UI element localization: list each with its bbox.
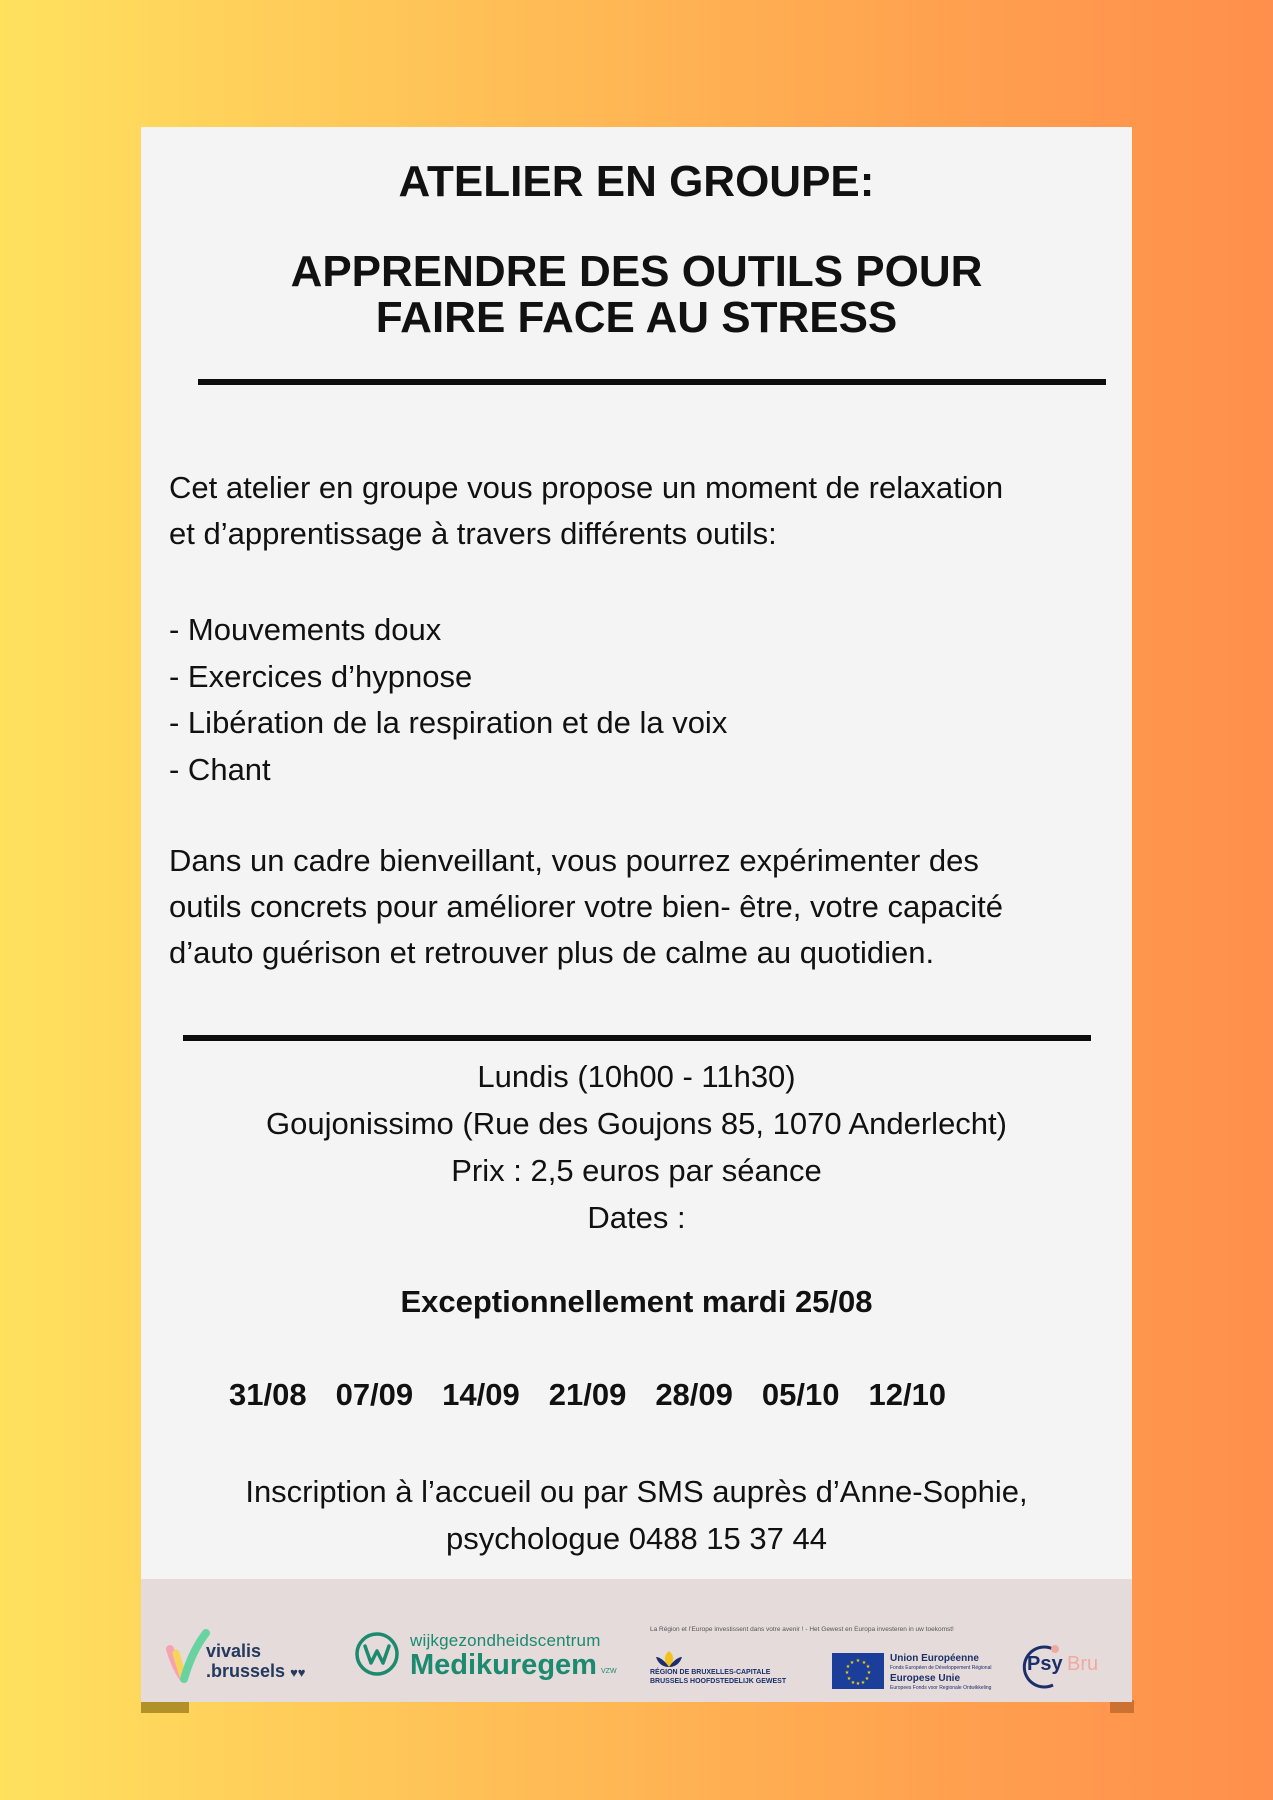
date-item: 05/10 bbox=[761, 1377, 840, 1412]
eu-nl-fund: Europees Fonds voor Regionale Ontwikkeling bbox=[890, 1685, 992, 1691]
description-paragraph bbox=[169, 838, 1119, 976]
list-item: - Mouvements doux bbox=[169, 612, 442, 647]
poster-subtitle bbox=[141, 249, 1132, 341]
svg-text:★: ★ bbox=[866, 1670, 872, 1676]
svg-text:★: ★ bbox=[844, 1670, 850, 1676]
registration-line-2: psychologue 0488 15 37 44 bbox=[446, 1521, 827, 1556]
date-item: 07/09 bbox=[335, 1377, 414, 1412]
psybru-psy: Psy bbox=[1027, 1653, 1063, 1675]
psybru-bru: Bru bbox=[1067, 1653, 1099, 1675]
sponsor-footer bbox=[141, 1579, 1132, 1702]
eu-logo bbox=[832, 1653, 1002, 1693]
intro-line-2: et d’apprentissage à travers différents outils: bbox=[169, 516, 777, 551]
date-item: 28/09 bbox=[655, 1377, 733, 1412]
subtitle-line-1: APPRENDRE DES OUTILS POUR bbox=[290, 247, 983, 296]
brussels-region-logo bbox=[650, 1649, 810, 1689]
intro-line-1: Cet atelier en groupe vous propose un moment de relaxation bbox=[169, 470, 1004, 505]
practical-info bbox=[141, 1053, 1132, 1241]
schedule-text: Lundis (10h00 - 11h30) bbox=[477, 1059, 796, 1094]
divider-top bbox=[198, 379, 1106, 385]
list-item: - Libération de la respiration et de la voix bbox=[169, 705, 728, 740]
region-nl: BRUSSELS HOOFDSTEDELIJK GEWEST bbox=[650, 1678, 787, 1685]
hearts-icon: ♥♥ bbox=[290, 1665, 306, 1680]
svg-text:★: ★ bbox=[855, 1658, 861, 1664]
date-item: 31/08 bbox=[229, 1377, 307, 1412]
region-fr: RÉGION DE BRUXELLES-CAPITALE bbox=[650, 1669, 771, 1676]
dates-label: Dates : bbox=[587, 1200, 686, 1235]
svg-text:★: ★ bbox=[864, 1676, 870, 1682]
vivalis-logo bbox=[166, 1619, 336, 1689]
divider-bottom bbox=[183, 1035, 1091, 1041]
eu-fr-fund: Fonds Européen de Développement Régional bbox=[890, 1665, 992, 1671]
funding-tagline: La Région et l’Europe investissent dans votre avenir ! - Het Gewest en Europa investeren in uw toekomst! bbox=[650, 1626, 954, 1633]
vivalis-text: vivalis bbox=[206, 1641, 262, 1661]
svg-text:★: ★ bbox=[846, 1676, 852, 1682]
svg-text:★: ★ bbox=[845, 1664, 851, 1670]
subtitle-line-2: FAIRE FACE AU STRESS bbox=[375, 293, 898, 343]
registration-line-1: Inscription à l’accueil ou par SMS auprès d’Anne-Sophie, bbox=[245, 1474, 1028, 1509]
eu-fr: Union Européenne bbox=[890, 1653, 979, 1664]
eu-nl: Europese Unie bbox=[890, 1673, 961, 1684]
dates-row bbox=[229, 1377, 975, 1413]
svg-text:★: ★ bbox=[850, 1680, 856, 1686]
medikuregem-name: Medikuregem bbox=[410, 1649, 597, 1681]
psybru-logo bbox=[1013, 1641, 1123, 1691]
poster-card bbox=[141, 127, 1132, 1702]
poster-title: ATELIER EN GROUPE: bbox=[398, 157, 875, 206]
registration-info bbox=[141, 1468, 1132, 1562]
description-line-3: d’auto guérison et retrouver plus de calme au quotidien. bbox=[169, 935, 935, 970]
vivalis-domain: .brussels ♥♥ bbox=[206, 1661, 306, 1681]
eu-flag-icon bbox=[832, 1653, 884, 1689]
svg-text:★: ★ bbox=[860, 1680, 866, 1686]
list-item: - Chant bbox=[169, 751, 271, 787]
svg-text:★: ★ bbox=[861, 1660, 867, 1666]
date-item: 14/09 bbox=[442, 1377, 520, 1412]
intro-paragraph bbox=[169, 465, 1119, 557]
exception-date: Exceptionnellement mardi 25/08 bbox=[400, 1284, 873, 1319]
medikuregem-logo bbox=[354, 1631, 634, 1691]
iris-icon bbox=[652, 1649, 686, 1669]
price-text: Prix : 2,5 euros par séance bbox=[451, 1153, 822, 1188]
medikuregem-subtitle: wijkgezondheidscentrum bbox=[410, 1631, 601, 1650]
svg-text:★: ★ bbox=[855, 1681, 861, 1687]
description-line-1: Dans un cadre bienveillant, vous pourrez expérimenter des bbox=[169, 843, 979, 878]
date-item: 21/09 bbox=[548, 1377, 627, 1412]
list-item: - Exercices d’hypnose bbox=[169, 658, 473, 694]
medikuregem-w-icon bbox=[354, 1631, 400, 1677]
vivalis-check-icon bbox=[166, 1629, 210, 1683]
medikuregem-vzw: VZW bbox=[601, 1668, 617, 1675]
date-item: 12/10 bbox=[868, 1377, 947, 1412]
location-text: Goujonissimo (Rue des Goujons 85, 1070 Anderlecht) bbox=[266, 1106, 1007, 1141]
svg-text:★: ★ bbox=[865, 1664, 871, 1670]
svg-text:★: ★ bbox=[849, 1660, 855, 1666]
description-line-2: outils concrets pour améliorer votre bien- être, votre capacité bbox=[169, 889, 1003, 924]
tools-list bbox=[169, 607, 1119, 793]
